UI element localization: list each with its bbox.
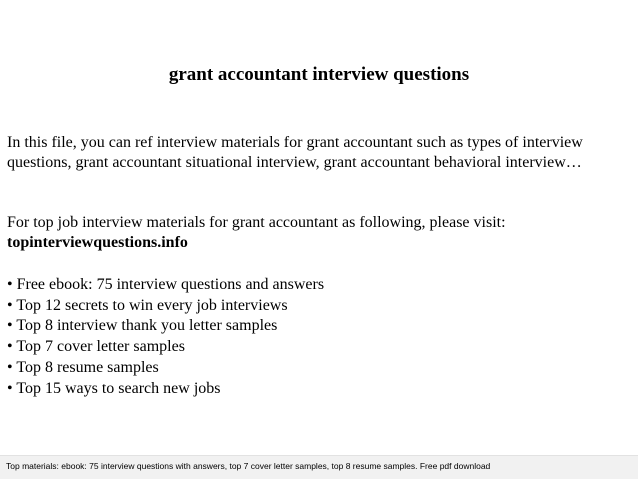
resource-list <box>7 274 632 399</box>
footer-bar <box>0 455 638 479</box>
list-item: • Top 8 interview thank you letter samples <box>7 317 278 334</box>
list-item: • Top 15 ways to search new jobs <box>7 380 221 397</box>
visit-text: For top job interview materials for grant accountant as following, please visit: <box>7 214 506 231</box>
website-link[interactable]: topinterviewquestions.info <box>7 233 188 251</box>
list-item: • Top 8 resume samples <box>7 359 159 376</box>
list-item: • Top 7 cover letter samples <box>7 338 185 355</box>
footer-text: Top materials: ebook: 75 interview questions with answers, top 7 cover letter samples, top 8 resume samples. Free pdf download <box>6 461 491 471</box>
intro-paragraph: In this file, you can ref interview materials for grant accountant such as types of interview questions, grant accountant situational interview, grant accountant behavioral interview… <box>7 134 583 171</box>
page-title: grant accountant interview questions <box>168 64 470 85</box>
visit-paragraph <box>7 213 632 252</box>
list-item: • Free ebook: 75 interview questions and answers <box>7 276 325 293</box>
list-item: • Top 12 secrets to win every job interviews <box>7 297 288 314</box>
